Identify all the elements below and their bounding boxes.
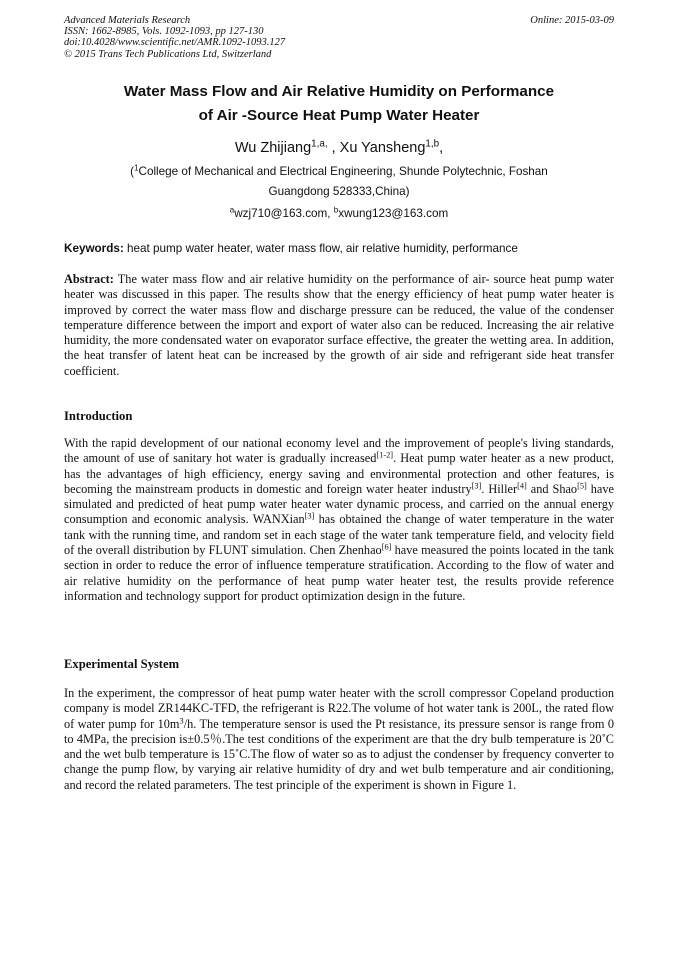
text-run: have measured the points located in the tank section in order to reduce the error of influence temperature stratification. According to the flow of water and air relative humidity on the performance of heat pump water heater test, the results provide reference information and technology support for product optimization design in the future. <box>64 543 614 603</box>
journal-header <box>64 15 285 60</box>
citation: [5] <box>577 481 587 491</box>
abstract-text: The water mass flow and air relative humidity on the performance of air- source heat pump water heater was discussed in this paper. The results show that the energy efficiency of heat pump water heater is improved by correct the water mass flow and discharge pressure can be reduced, the value of the condenser temperature difference between the import and export of water also can be reduced. Increasing the air relative humidity, the more condensated water on evaporator surface effective, the greater the wetting area. In addition, the heat transfer of latent heat can be increased by the growth of air side and refrigerant side heat transfer coefficient. <box>64 272 614 378</box>
author-list <box>64 138 614 158</box>
journal-name: Advanced Materials Research <box>64 15 191 26</box>
online-date: Online: 2015-03-09 <box>530 15 614 26</box>
author-separator: , <box>327 140 340 156</box>
title-line-2: of Air -Source Heat Pump Water Heater <box>198 107 480 124</box>
affiliation <box>64 162 614 202</box>
author-1-affil: 1,a, <box>311 138 328 150</box>
text-run: /h. The temperature sensor is used the Pt resistance, its pressure sensor is range from 0 to 4MPa, the precision is±0.5％.The test conditions of the experiment are that the dry bulb temperature is 20˚C and the wet bulb temperature is 15˚C.The flow of water so as to adjust the condenser by frequency converter to change the pump flow, by varying air relative humidity of dry and wet bulb temperature and air conditioning, and record the related parameters. The test principle of the experiment is shown in Figure 1. <box>64 716 614 792</box>
text-run: has obtained the change of water temperature in the water tank with the running time, and random set in each stage of the water tank temperature field, and velocity field of the overall distribution by FLUNT simulation. Chen Zhenhao <box>64 512 614 558</box>
text-run: With the rapid development of our national economy level and the improvement of people's living standards, the amount of use of sanitary hot water is gradually increased <box>64 436 614 466</box>
citation: [3] <box>471 481 482 491</box>
keywords-text: heat pump water heater, water mass flow, air relative humidity, performance <box>123 242 518 255</box>
text-run: . Hiller <box>481 481 518 496</box>
affiliation-open: ( <box>130 165 135 178</box>
email-a-marker: a <box>229 205 235 215</box>
email-b-marker: b <box>333 205 339 215</box>
citation: [1-2] <box>376 450 394 460</box>
introduction-paragraph <box>64 436 614 604</box>
author-list-end: , <box>439 140 444 156</box>
unit-superscript: 3 <box>179 716 184 725</box>
author-1: Wu Zhijiang <box>234 140 312 156</box>
email-b: xwung123@163.com <box>338 207 449 220</box>
journal-issn: ISSN: 1662-8985, Vols. 1092-1093, pp 127-130 <box>64 26 264 38</box>
title-line-1: Water Mass Flow and Air Relative Humidity on Performance <box>123 83 555 100</box>
experimental-paragraph <box>64 686 614 793</box>
affiliation-marker: 1 <box>134 163 139 173</box>
text-run: In the experiment, the compressor of heat pump water heater with the scroll compressor Copeland production company is model ZR144KC-TFD, the refrigerant is R22.The volume of hot water tank is 200L, the rated flow of water pump for 10m <box>64 686 614 731</box>
paper-title <box>64 80 614 128</box>
journal-doi: doi:10.4028/www.scientific.net/AMR.1092-1093.127 <box>64 37 286 49</box>
section-heading-introduction: Introduction <box>64 409 133 423</box>
text-run: have simulated and predicted of heat pump water heater water dynamic process, and carried on the annual energy consumption and economic analysis. WANXian <box>64 481 614 527</box>
keywords-label: Keywords: <box>64 242 124 255</box>
email-line <box>64 204 614 224</box>
author-2: Xu Yansheng <box>339 140 426 156</box>
affiliation-text-1: College of Mechanical and Electrical Engineering, Shunde Polytechnic, Foshan <box>138 165 548 178</box>
text-run: . Heat pump water heater as a new product, has the advantages of high efficiency, energy saving and environmental protection and other features, is becoming the mainstream products in domestic and foreign water heater industry <box>64 451 614 496</box>
section-heading-experimental-system: Experimental System <box>64 657 180 671</box>
citation: [4] <box>517 481 527 491</box>
abstract-label: Abstract: <box>64 272 114 286</box>
journal-copyright: © 2015 Trans Tech Publications Ltd, Switzerland <box>64 48 272 60</box>
citation: [6] <box>381 542 392 552</box>
abstract <box>64 272 614 379</box>
affiliation-line-2: Guangdong 528333,China) <box>268 185 410 198</box>
email-a: wzj710@163.com, <box>234 207 331 220</box>
keywords <box>64 239 614 259</box>
affiliation-line-1 <box>64 162 614 182</box>
text-run: and Shao <box>526 481 578 496</box>
citation: [3] <box>304 511 315 521</box>
author-2-affil: 1,b <box>425 138 440 150</box>
